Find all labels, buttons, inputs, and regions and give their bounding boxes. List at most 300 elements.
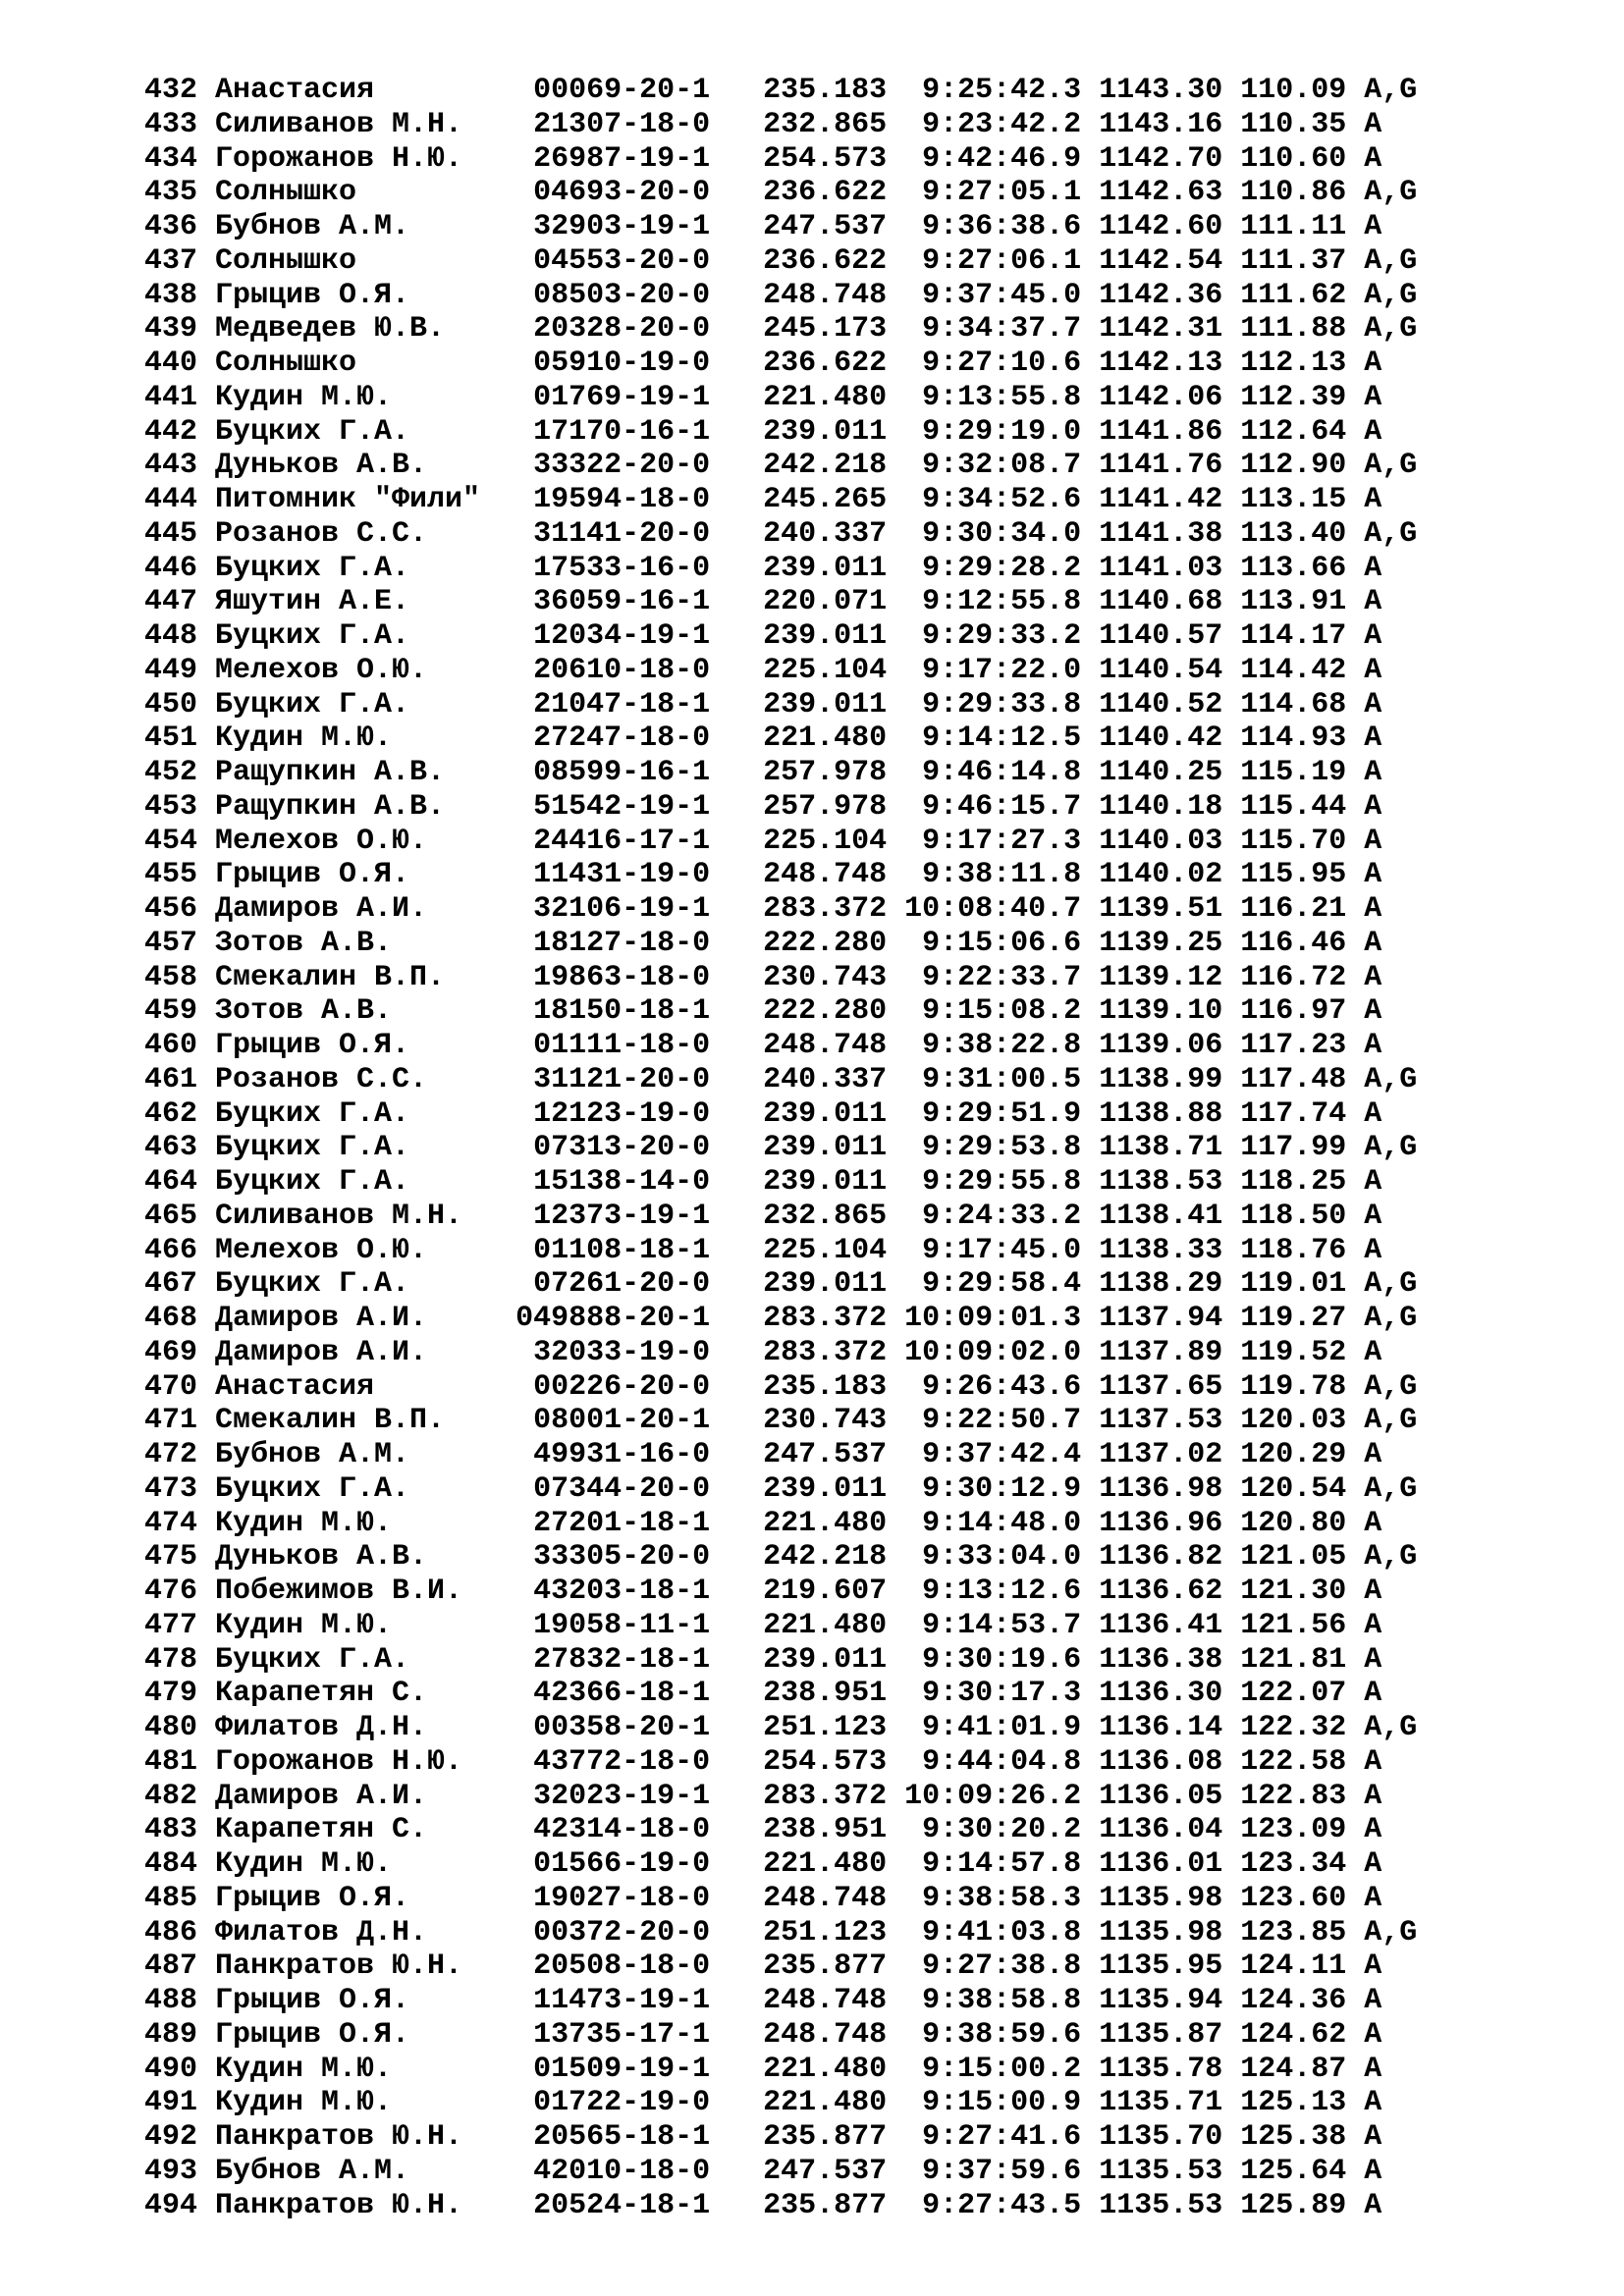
result-speed: 1142.13	[1081, 347, 1223, 380]
result-owner: Дуньков А.В.	[197, 1540, 516, 1575]
result-place: 457	[144, 926, 198, 960]
result-coef: 117.99	[1222, 1131, 1347, 1165]
result-ring: 27201-18-1	[515, 1506, 711, 1540]
result-place: 478	[144, 1642, 198, 1677]
result-group: A	[1346, 1199, 1382, 1233]
result-time: 9:46:15.7	[887, 789, 1082, 824]
result-distance: 248.748	[710, 1984, 888, 2017]
result-owner: Кудин М.Ю.	[197, 380, 516, 414]
result-place: 437	[144, 243, 198, 278]
result-speed: 1142.70	[1081, 141, 1223, 176]
result-group: A	[1346, 380, 1382, 414]
result-place: 438	[144, 278, 198, 312]
result-ring: 18127-18-0	[515, 926, 711, 960]
result-ring: 20524-18-1	[515, 2188, 711, 2222]
result-row	[144, 1916, 1417, 1950]
result-time: 9:24:33.2	[887, 1199, 1082, 1233]
result-group: A	[1346, 789, 1382, 824]
result-speed: 1135.95	[1081, 1949, 1223, 1984]
result-group: A	[1346, 721, 1382, 756]
result-coef: 120.54	[1222, 1471, 1347, 1506]
result-ring: 07344-20-0	[515, 1471, 711, 1506]
result-time: 9:27:38.8	[887, 1949, 1082, 1984]
result-time: 9:29:33.8	[887, 687, 1082, 721]
result-group: A	[1346, 1744, 1382, 1779]
result-row	[144, 142, 1417, 177]
result-distance: 235.183	[710, 74, 888, 107]
result-place: 456	[144, 892, 198, 926]
result-place: 441	[144, 380, 198, 414]
result-row	[144, 1507, 1417, 1541]
result-place: 469	[144, 1335, 198, 1369]
result-distance: 236.622	[710, 347, 888, 380]
result-place: 473	[144, 1471, 198, 1506]
result-speed: 1137.65	[1081, 1369, 1223, 1404]
result-coef: 116.97	[1222, 994, 1347, 1029]
result-coef: 120.03	[1222, 1404, 1347, 1438]
result-row	[144, 1302, 1417, 1336]
result-owner: Горожанов Н.Ю.	[197, 1744, 516, 1779]
result-place: 479	[144, 1677, 198, 1711]
result-time: 9:27:43.5	[887, 2188, 1082, 2222]
result-time: 9:15:06.6	[887, 926, 1082, 960]
result-distance: 221.480	[710, 2052, 888, 2086]
result-time: 9:30:20.2	[887, 1813, 1082, 1847]
result-place: 480	[144, 1711, 198, 1744]
result-coef: 124.11	[1222, 1949, 1347, 1984]
result-time: 9:33:04.0	[887, 1540, 1082, 1575]
result-row	[144, 1063, 1417, 1097]
result-place: 460	[144, 1029, 198, 1062]
result-group: A	[1346, 1233, 1382, 1267]
result-ring: 19058-11-1	[515, 1608, 711, 1642]
result-time: 9:13:55.8	[887, 380, 1082, 414]
result-group: A	[1346, 926, 1382, 960]
result-ring: 33305-20-0	[515, 1540, 711, 1575]
result-group: A,G	[1346, 1540, 1418, 1575]
result-distance: 283.372	[710, 1335, 888, 1369]
result-speed: 1135.94	[1081, 1984, 1223, 2017]
result-owner: Розанов С.С.	[197, 516, 516, 551]
result-coef: 111.37	[1222, 243, 1347, 278]
result-time: 9:27:05.1	[887, 176, 1082, 210]
result-coef: 118.50	[1222, 1199, 1347, 1233]
result-speed: 1140.52	[1081, 687, 1223, 721]
result-place: 491	[144, 2086, 198, 2120]
result-row	[144, 483, 1417, 517]
result-distance: 222.280	[710, 994, 888, 1029]
result-place: 445	[144, 516, 198, 551]
result-place: 482	[144, 1779, 198, 1813]
result-ring: 19863-18-0	[515, 960, 711, 994]
result-row	[144, 415, 1417, 450]
result-coef: 123.09	[1222, 1813, 1347, 1847]
result-distance: 239.011	[710, 1165, 888, 1199]
result-coef: 116.21	[1222, 892, 1347, 926]
result-place: 440	[144, 347, 198, 380]
result-group: A	[1346, 1608, 1382, 1642]
result-distance: 248.748	[710, 278, 888, 312]
result-place: 443	[144, 449, 198, 483]
result-time: 9:15:00.9	[887, 2086, 1082, 2120]
result-coef: 125.38	[1222, 2120, 1347, 2154]
result-place: 432	[144, 74, 198, 107]
result-speed: 1137.53	[1081, 1404, 1223, 1438]
result-coef: 112.39	[1222, 380, 1347, 414]
result-coef: 116.46	[1222, 926, 1347, 960]
result-ring: 00069-20-1	[515, 74, 711, 107]
result-distance: 239.011	[710, 1096, 888, 1131]
result-speed: 1140.68	[1081, 585, 1223, 619]
result-coef: 115.19	[1222, 756, 1347, 789]
result-speed: 1135.70	[1081, 2120, 1223, 2154]
result-place: 467	[144, 1267, 198, 1302]
result-coef: 117.48	[1222, 1062, 1347, 1096]
result-owner: Дамиров А.И.	[197, 1779, 516, 1813]
result-distance: 239.011	[710, 1267, 888, 1302]
result-owner: Грыцив О.Я.	[197, 278, 516, 312]
result-row	[144, 210, 1417, 244]
result-place: 484	[144, 1847, 198, 1881]
result-time: 9:29:28.2	[887, 551, 1082, 585]
result-group: A,G	[1346, 1711, 1418, 1744]
result-ring: 01111-18-0	[515, 1029, 711, 1062]
result-ring: 04693-20-0	[515, 176, 711, 210]
result-place: 442	[144, 414, 198, 449]
result-ring: 08503-20-0	[515, 278, 711, 312]
result-distance: 236.622	[710, 243, 888, 278]
result-speed: 1136.62	[1081, 1575, 1223, 1608]
result-owner: Грыцив О.Я.	[197, 1029, 516, 1062]
result-owner: Ращупкин А.В.	[197, 756, 516, 789]
result-time: 9:14:12.5	[887, 721, 1082, 756]
result-row	[144, 1575, 1417, 1609]
result-group: A	[1346, 1949, 1382, 1984]
result-coef: 122.83	[1222, 1779, 1347, 1813]
result-speed: 1137.89	[1081, 1335, 1223, 1369]
result-group: A	[1346, 994, 1382, 1029]
result-row	[144, 2053, 1417, 2087]
result-coef: 112.64	[1222, 414, 1347, 449]
result-speed: 1136.05	[1081, 1779, 1223, 1813]
result-place: 483	[144, 1813, 198, 1847]
result-owner: Ращупкин А.В.	[197, 789, 516, 824]
result-group: A	[1346, 2017, 1382, 2052]
result-row	[144, 176, 1417, 210]
result-place: 459	[144, 994, 198, 1029]
result-group: A	[1346, 1847, 1382, 1881]
result-row	[144, 721, 1417, 756]
result-speed: 1135.98	[1081, 1881, 1223, 1915]
result-group: A	[1346, 1575, 1382, 1608]
result-coef: 125.64	[1222, 2154, 1347, 2188]
result-ring: 19594-18-0	[515, 483, 711, 516]
result-time: 9:27:41.6	[887, 2120, 1082, 2154]
result-coef: 114.68	[1222, 687, 1347, 721]
result-group: A	[1346, 1165, 1382, 1199]
result-place: 448	[144, 619, 198, 653]
result-time: 9:17:22.0	[887, 653, 1082, 687]
result-place: 435	[144, 176, 198, 210]
result-row	[144, 312, 1417, 347]
result-speed: 1142.36	[1081, 278, 1223, 312]
result-coef: 120.80	[1222, 1506, 1347, 1540]
result-owner: Смекалин В.П.	[197, 960, 516, 994]
result-ring: 04553-20-0	[515, 243, 711, 278]
result-speed: 1143.16	[1081, 107, 1223, 141]
result-row	[144, 756, 1417, 790]
result-coef: 110.86	[1222, 176, 1347, 210]
result-row	[144, 1677, 1417, 1711]
result-speed: 1140.42	[1081, 721, 1223, 756]
result-place: 486	[144, 1915, 198, 1949]
result-row	[144, 1984, 1417, 2018]
result-speed: 1136.96	[1081, 1506, 1223, 1540]
result-owner: Солнышко	[197, 347, 516, 380]
result-place: 446	[144, 551, 198, 585]
result-speed: 1140.54	[1081, 653, 1223, 687]
result-time: 10:09:26.2	[887, 1779, 1082, 1813]
result-place: 436	[144, 210, 198, 243]
result-row	[144, 1813, 1417, 1847]
result-speed: 1142.63	[1081, 176, 1223, 210]
result-group: A,G	[1346, 74, 1418, 107]
result-owner: Буцких Г.А.	[197, 551, 516, 585]
results-list	[144, 74, 1417, 2222]
result-time: 10:09:02.0	[887, 1335, 1082, 1369]
result-row	[144, 1267, 1417, 1302]
result-coef: 124.87	[1222, 2052, 1347, 2086]
result-row	[144, 1029, 1417, 1063]
result-group: A	[1346, 1984, 1382, 2017]
result-row	[144, 1949, 1417, 1984]
result-group: A,G	[1346, 1915, 1418, 1949]
result-group: A	[1346, 756, 1382, 789]
result-row	[144, 2086, 1417, 2120]
result-group: A	[1346, 1029, 1382, 1062]
result-owner: Дамиров А.И.	[197, 1302, 516, 1335]
result-group: A,G	[1346, 312, 1418, 347]
result-owner: Мелехов О.Ю.	[197, 824, 516, 858]
result-distance: 232.865	[710, 107, 888, 141]
result-group: A	[1346, 1335, 1382, 1369]
result-time: 9:12:55.8	[887, 585, 1082, 619]
result-group: A	[1346, 2188, 1382, 2222]
result-distance: 225.104	[710, 824, 888, 858]
result-row	[144, 1643, 1417, 1678]
result-owner: Филатов Д.Н.	[197, 1711, 516, 1744]
result-row	[144, 1200, 1417, 1234]
result-place: 492	[144, 2120, 198, 2154]
result-time: 9:38:11.8	[887, 858, 1082, 892]
result-coef: 123.85	[1222, 1915, 1347, 1949]
result-owner: Зотов А.В.	[197, 926, 516, 960]
result-distance: 222.280	[710, 926, 888, 960]
result-place: 449	[144, 653, 198, 687]
result-ring: 12373-19-1	[515, 1199, 711, 1233]
result-time: 9:42:46.9	[887, 141, 1082, 176]
result-row	[144, 619, 1417, 654]
result-coef: 124.62	[1222, 2017, 1347, 2052]
result-ring: 26987-19-1	[515, 141, 711, 176]
result-row	[144, 2120, 1417, 2155]
result-ring: 049888-20-1	[515, 1302, 711, 1335]
result-place: 454	[144, 824, 198, 858]
result-row	[144, 654, 1417, 688]
result-ring: 11473-19-1	[515, 1984, 711, 2017]
result-group: A	[1346, 551, 1382, 585]
result-row	[144, 1165, 1417, 1200]
result-group: A	[1346, 1642, 1382, 1677]
result-time: 10:09:01.3	[887, 1302, 1082, 1335]
result-owner: Солнышко	[197, 243, 516, 278]
result-ring: 51542-19-1	[515, 789, 711, 824]
result-owner: Карапетян С.	[197, 1677, 516, 1711]
result-ring: 42366-18-1	[515, 1677, 711, 1711]
result-owner: Зотов А.В.	[197, 994, 516, 1029]
result-place: 487	[144, 1949, 198, 1984]
result-speed: 1141.42	[1081, 483, 1223, 516]
result-group: A	[1346, 1779, 1382, 1813]
result-place: 489	[144, 2017, 198, 2052]
result-ring: 17533-16-0	[515, 551, 711, 585]
result-distance: 221.480	[710, 380, 888, 414]
result-speed: 1139.06	[1081, 1029, 1223, 1062]
result-place: 458	[144, 960, 198, 994]
result-owner: Буцких Г.А.	[197, 1131, 516, 1165]
result-time: 9:29:19.0	[887, 414, 1082, 449]
result-time: 9:26:43.6	[887, 1369, 1082, 1404]
result-row	[144, 74, 1417, 108]
result-coef: 112.90	[1222, 449, 1347, 483]
result-owner: Дамиров А.И.	[197, 1335, 516, 1369]
result-owner: Грыцив О.Я.	[197, 1881, 516, 1915]
result-ring: 33322-20-0	[515, 449, 711, 483]
result-speed: 1141.38	[1081, 516, 1223, 551]
result-place: 451	[144, 721, 198, 756]
result-owner: Мелехов О.Ю.	[197, 1233, 516, 1267]
result-owner: Анастасия	[197, 74, 516, 107]
result-distance: 248.748	[710, 858, 888, 892]
result-place: 471	[144, 1404, 198, 1438]
result-time: 9:17:27.3	[887, 824, 1082, 858]
result-owner: Грыцив О.Я.	[197, 2017, 516, 2052]
result-place: 485	[144, 1881, 198, 1915]
result-group: A	[1346, 2154, 1382, 2188]
result-owner: Кудин М.Ю.	[197, 721, 516, 756]
result-distance: 254.573	[710, 141, 888, 176]
result-speed: 1139.51	[1081, 892, 1223, 926]
result-coef: 110.60	[1222, 141, 1347, 176]
result-ring: 01566-19-0	[515, 1847, 711, 1881]
result-speed: 1136.30	[1081, 1677, 1223, 1711]
result-distance: 220.071	[710, 585, 888, 619]
result-row	[144, 2189, 1417, 2223]
result-row	[144, 1234, 1417, 1268]
result-speed: 1135.98	[1081, 1915, 1223, 1949]
result-distance: 240.337	[710, 1062, 888, 1096]
result-group: A	[1346, 107, 1382, 141]
result-speed: 1135.87	[1081, 2017, 1223, 2052]
result-row	[144, 1097, 1417, 1132]
result-owner: Буцких Г.А.	[197, 1471, 516, 1506]
result-speed: 1138.41	[1081, 1199, 1223, 1233]
result-coef: 118.25	[1222, 1165, 1347, 1199]
result-group: A	[1346, 1677, 1382, 1711]
result-distance: 239.011	[710, 1471, 888, 1506]
result-ring: 19027-18-0	[515, 1881, 711, 1915]
result-time: 9:29:51.9	[887, 1096, 1082, 1131]
result-speed: 1136.82	[1081, 1540, 1223, 1575]
result-row	[144, 2155, 1417, 2189]
result-place: 444	[144, 483, 198, 516]
result-time: 9:17:45.0	[887, 1233, 1082, 1267]
result-speed: 1138.88	[1081, 1096, 1223, 1131]
result-place: 468	[144, 1302, 198, 1335]
result-group: A	[1346, 1881, 1382, 1915]
result-ring: 01722-19-0	[515, 2086, 711, 2120]
result-row	[144, 688, 1417, 722]
result-row	[144, 1438, 1417, 1472]
result-row	[144, 449, 1417, 483]
result-owner: Буцких Г.А.	[197, 619, 516, 653]
result-owner: Силиванов М.Н.	[197, 1199, 516, 1233]
result-coef: 119.52	[1222, 1335, 1347, 1369]
result-time: 9:37:59.6	[887, 2154, 1082, 2188]
result-ring: 43772-18-0	[515, 1744, 711, 1779]
result-time: 10:08:40.7	[887, 892, 1082, 926]
result-ring: 18150-18-1	[515, 994, 711, 1029]
result-coef: 118.76	[1222, 1233, 1347, 1267]
result-time: 9:37:45.0	[887, 278, 1082, 312]
result-time: 9:41:01.9	[887, 1711, 1082, 1744]
result-owner: Грыцив О.Я.	[197, 858, 516, 892]
result-row	[144, 858, 1417, 892]
result-time: 9:15:08.2	[887, 994, 1082, 1029]
result-distance: 247.537	[710, 210, 888, 243]
result-distance: 239.011	[710, 687, 888, 721]
result-distance: 235.877	[710, 1949, 888, 1984]
result-distance: 219.607	[710, 1575, 888, 1608]
result-row	[144, 279, 1417, 313]
result-time: 9:30:34.0	[887, 516, 1082, 551]
result-time: 9:34:52.6	[887, 483, 1082, 516]
result-place: 461	[144, 1062, 198, 1096]
result-row	[144, 790, 1417, 825]
result-row	[144, 825, 1417, 859]
result-group: A	[1346, 1438, 1382, 1471]
result-row	[144, 1370, 1417, 1405]
result-place: 433	[144, 107, 198, 141]
result-speed: 1136.08	[1081, 1744, 1223, 1779]
result-distance: 242.218	[710, 1540, 888, 1575]
result-group: A,G	[1346, 1369, 1418, 1404]
result-speed: 1140.03	[1081, 824, 1223, 858]
result-ring: 00372-20-0	[515, 1915, 711, 1949]
result-owner: Солнышко	[197, 176, 516, 210]
result-row	[144, 1404, 1417, 1438]
result-ring: 32106-19-1	[515, 892, 711, 926]
result-ring: 20565-18-1	[515, 2120, 711, 2154]
result-row	[144, 244, 1417, 279]
result-time: 9:29:53.8	[887, 1131, 1082, 1165]
result-distance: 230.743	[710, 1404, 888, 1438]
result-coef: 121.81	[1222, 1642, 1347, 1677]
result-speed: 1135.53	[1081, 2188, 1223, 2222]
result-speed: 1142.60	[1081, 210, 1223, 243]
result-time: 9:14:57.8	[887, 1847, 1082, 1881]
result-distance: 247.537	[710, 1438, 888, 1471]
